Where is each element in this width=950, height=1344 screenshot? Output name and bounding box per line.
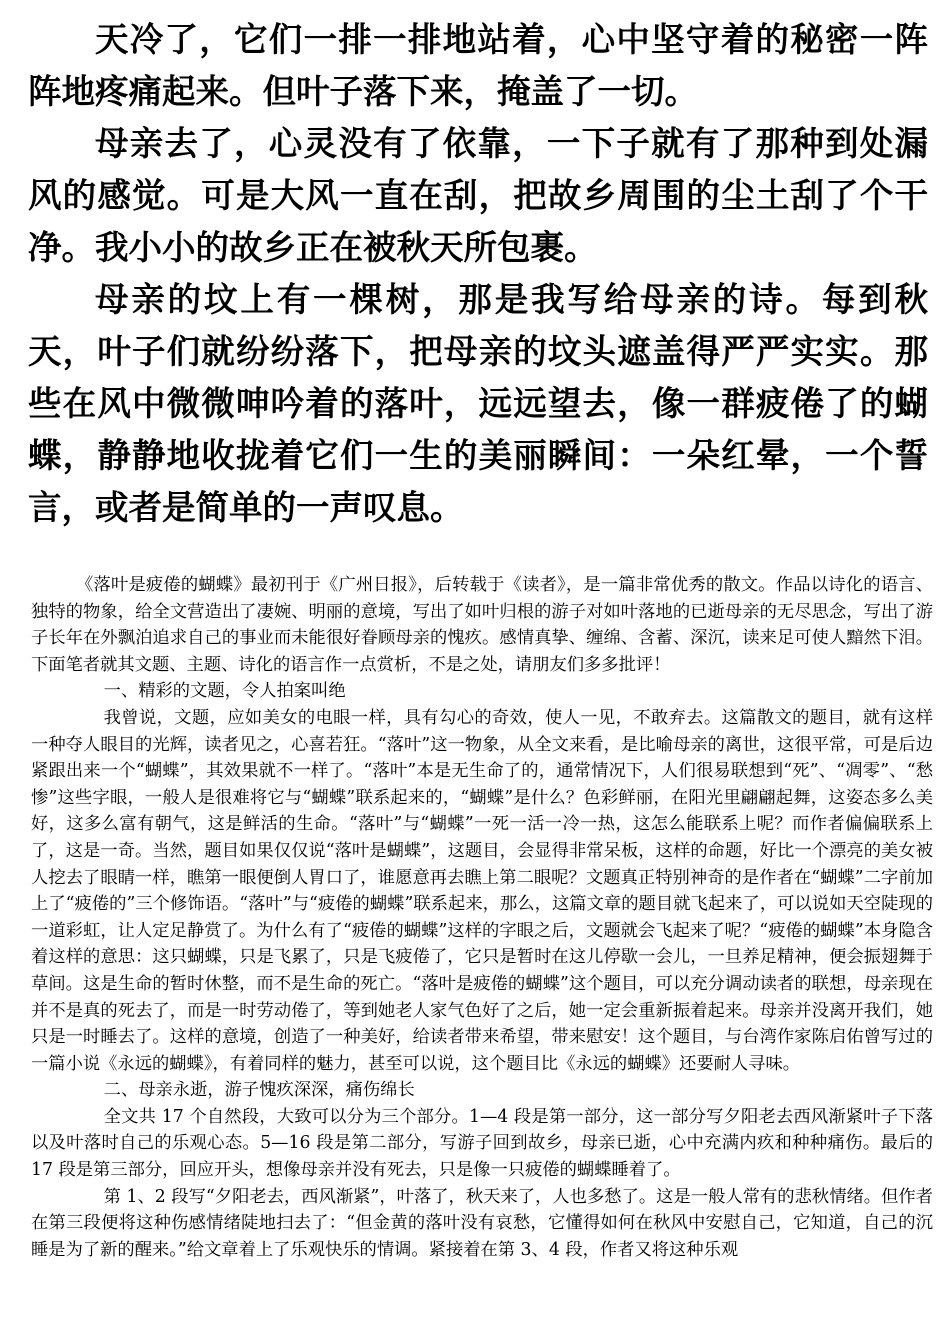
excerpt-paragraph: 母亲的坟上有一棵树，那是我写给母亲的诗。每到秋天，叶子们就纷纷落下，把母亲的坟头遮盖得严严实实。那些在风中微微呻吟着的落叶，远远望去，像一群疲倦了的蝴蝶，静静地收拢着它们一生的美丽瞬间：一朵红晕，一个誓言，或者是简单的一声叹息。 [28, 280, 928, 527]
excerpt-paragraph: 天冷了，它们一排一排地站着，心中坚守着的秘密一阵阵地疼痛起来。但叶子落下来，掩盖了一切。 [28, 20, 928, 111]
excerpt-paragraph: 母亲去了，心灵没有了依靠，一下子就有了那种到处漏风的感觉。可是大风一直在刮，把故乡周围的尘土刮了个干净。我小小的故乡正在被秋天所包裹。 [28, 124, 928, 267]
essay-block [31, 572, 933, 1263]
section-heading: 二、母亲永逝，游子愧疚深深，痛伤绵长 [103, 1080, 415, 1101]
essay-paragraph: 全文共 17 个自然段，大致可以分为三个部分。1—4 段是第一部分，这一部分写夕阳老去西风渐紧叶子下落以及叶落时自己的乐观心态。5—16 段是第二部分，写游子回到故乡，母亲已逝，心中充满内疚和种种痛伤。最后的 17 段是第三部分，回应开头，想像母亲并没有死去，只是像一只疲倦的蝴蝶睡着了。 [31, 1106, 933, 1181]
essay-intro: 《落叶是疲倦的蝴蝶》最初刊于《广州日报》，后转载于《读者》，是一篇非常优秀的散文。作品以诗化的语言、独特的物象，给全文营造出了凄婉、明丽的意境，写出了如叶归根的游子对如叶落地的已逝母亲的无尽思念，写出了游子长年在外飘泊追求自己的事业而未能很好眷顾母亲的愧疚。感情真挚、缠绵、含蓄、深沉，读来足可使人黯然下泪。下面笔者就其文题、主题、诗化的语言作一点赏析，不是之处，请朋友们多多批评！ [31, 575, 933, 675]
section-heading: 一、精彩的文题，令人拍案叫绝 [103, 681, 346, 702]
essay-paragraph: 第 1、2 段写“夕阳老去，西风渐紧”，叶落了，秋天来了，人也多愁了。这是一般人常有的悲秋情绪。但作者在第三段便将这种伤感情绪陡地扫去了：“但金黄的落叶没有哀愁，它懂得如何在秋风中安慰自己，它知道，自己的沉睡是为了新的醒来。”给文章着上了乐观快乐的情调。紧接着在第 3、4 段，作者又将这种乐观 [31, 1186, 933, 1260]
essay-paragraph: 我曾说，文题，应如美女的电眼一样，具有勾心的奇效，使人一见，不敢弃去。这篇散文的题目，就有这样一种夺人眼目的光辉，读者见之，心喜若狂。“落叶”这一物象，从全文来看，是比喻母亲的离世，这很平常，可是后边紧跟出来一个“蝴蝶”，其效果就不一样了。“落叶”本是无生命了的，通常情况下，人们很易联想到“死”、“凋零”、“愁惨”这些字眼，一般人是很难将它与“蝴蝶”联系起来的，“蝴蝶”是什么？色彩鲜丽，在阳光里翩翩起舞，这姿态多么美好，这多么富有朝气，这是鲜活的生命。“落叶”与“蝴蝶”一死一活一冷一热，这怎么能联系上呢？而作者偏偏联系上了，这是一奇。当然，题目如果仅仅说“落叶是蝴蝶”，这题目，会显得非常呆板，这样的命题，好比一个漂亮的美女被人挖去了眼睛一样，瞧第一眼便倒人胃口了，谁愿意再去瞧上第二眼呢？文题真正特别神奇的是作者在“蝴蝶”二字前加上了“疲倦的”三个修饰语。“落叶”与“疲倦的蝴蝶”联系起来，那么，这篇文章的题目就飞起来了，可以说如天空陡现的一道彩虹，让人定足静赏了。为什么有了“疲倦的蝴蝶”这样的字眼之后，文题就会飞起来了呢？“疲倦的蝴蝶”本身隐含着这样的意思：这只蝴蝶，只是飞累了，只是飞疲倦了，它只是暂时在这儿停歇一会儿，一旦养足精神，便会振翅舞于草间。这是生命的暂时休整，而不是生命的死亡。“落叶是疲倦的蝴蝶”这个题目，可以充分调动读者的联想，母亲现在并不是真的死去了，而是一时劳动倦了，等到她老人家气色好了之后，她一定会重新振着起来。母亲并没离开我们，她只是一时睡去了。这样的意境，创造了一种美好，给读者带来希望，带来慰安！这个题目，与台湾作家陈启佑曾写过的一篇小说《永远的蝴蝶》，有着同样的魅力，甚至可以说，这个题目比《永远的蝴蝶》还要耐人寻味。 [31, 707, 933, 1074]
excerpt-block [28, 14, 928, 534]
